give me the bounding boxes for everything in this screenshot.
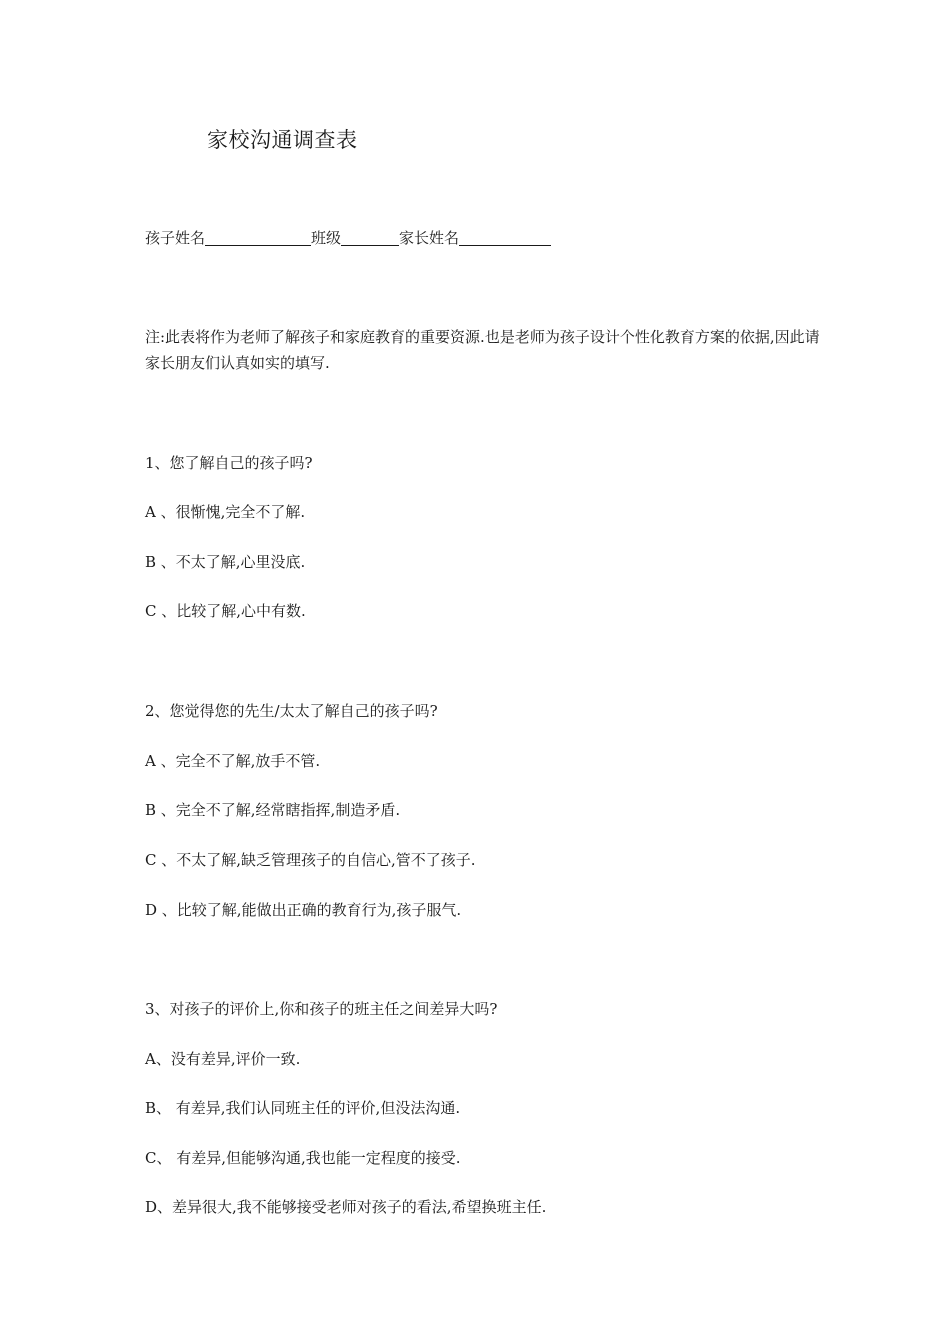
info-fields bbox=[145, 227, 551, 248]
page-title: 家校沟通调查表 bbox=[207, 128, 358, 152]
parent-name-blank[interactable] bbox=[459, 229, 551, 246]
question-3-option-d: D、差异很大,我不能够接受老师对孩子的看法,希望换班主任. bbox=[145, 1198, 547, 1216]
question-3-option-a: A、没有差异,评价一致. bbox=[145, 1050, 301, 1068]
child-name-blank[interactable] bbox=[205, 229, 311, 246]
question-1-option-c: C 、比较了解,心中有数. bbox=[145, 602, 306, 620]
parent-name-label: 家长姓名 bbox=[399, 229, 460, 247]
class-blank[interactable] bbox=[341, 229, 399, 246]
question-3-option-b: B、 有差异,我们认同班主任的评价,但没法沟通. bbox=[145, 1099, 461, 1117]
question-3-option-c: C、 有差异,但能够沟通,我也能一定程度的接受. bbox=[145, 1149, 461, 1167]
question-2-option-d: D 、比较了解,能做出正确的教育行为,孩子服气. bbox=[145, 901, 462, 919]
question-3: 3、对孩子的评价上,你和孩子的班主任之间差异大吗? bbox=[145, 1000, 498, 1018]
question-1-option-b: B 、不太了解,心里没底. bbox=[145, 553, 306, 571]
question-2-option-a: A 、完全不了解,放手不管. bbox=[145, 752, 321, 770]
survey-note: 注:此表将作为老师了解孩子和家庭教育的重要资源.也是老师为孩子设计个性化教育方案的依据,因此请家长朋友们认真如实的填写. bbox=[145, 328, 820, 372]
question-2-option-c: C 、不太了解,缺乏管理孩子的自信心,管不了孩子. bbox=[145, 851, 476, 869]
question-2: 2、您觉得您的先生/太太了解自己的孩子吗? bbox=[145, 702, 438, 720]
question-1-option-a: A 、很惭愧,完全不了解. bbox=[145, 503, 306, 521]
class-label: 班级 bbox=[311, 229, 342, 247]
question-2-option-b: B 、完全不了解,经常瞎指挥,制造矛盾. bbox=[145, 801, 401, 819]
question-1: 1、您了解自己的孩子吗? bbox=[145, 454, 313, 472]
child-name-label: 孩子姓名 bbox=[145, 229, 206, 247]
